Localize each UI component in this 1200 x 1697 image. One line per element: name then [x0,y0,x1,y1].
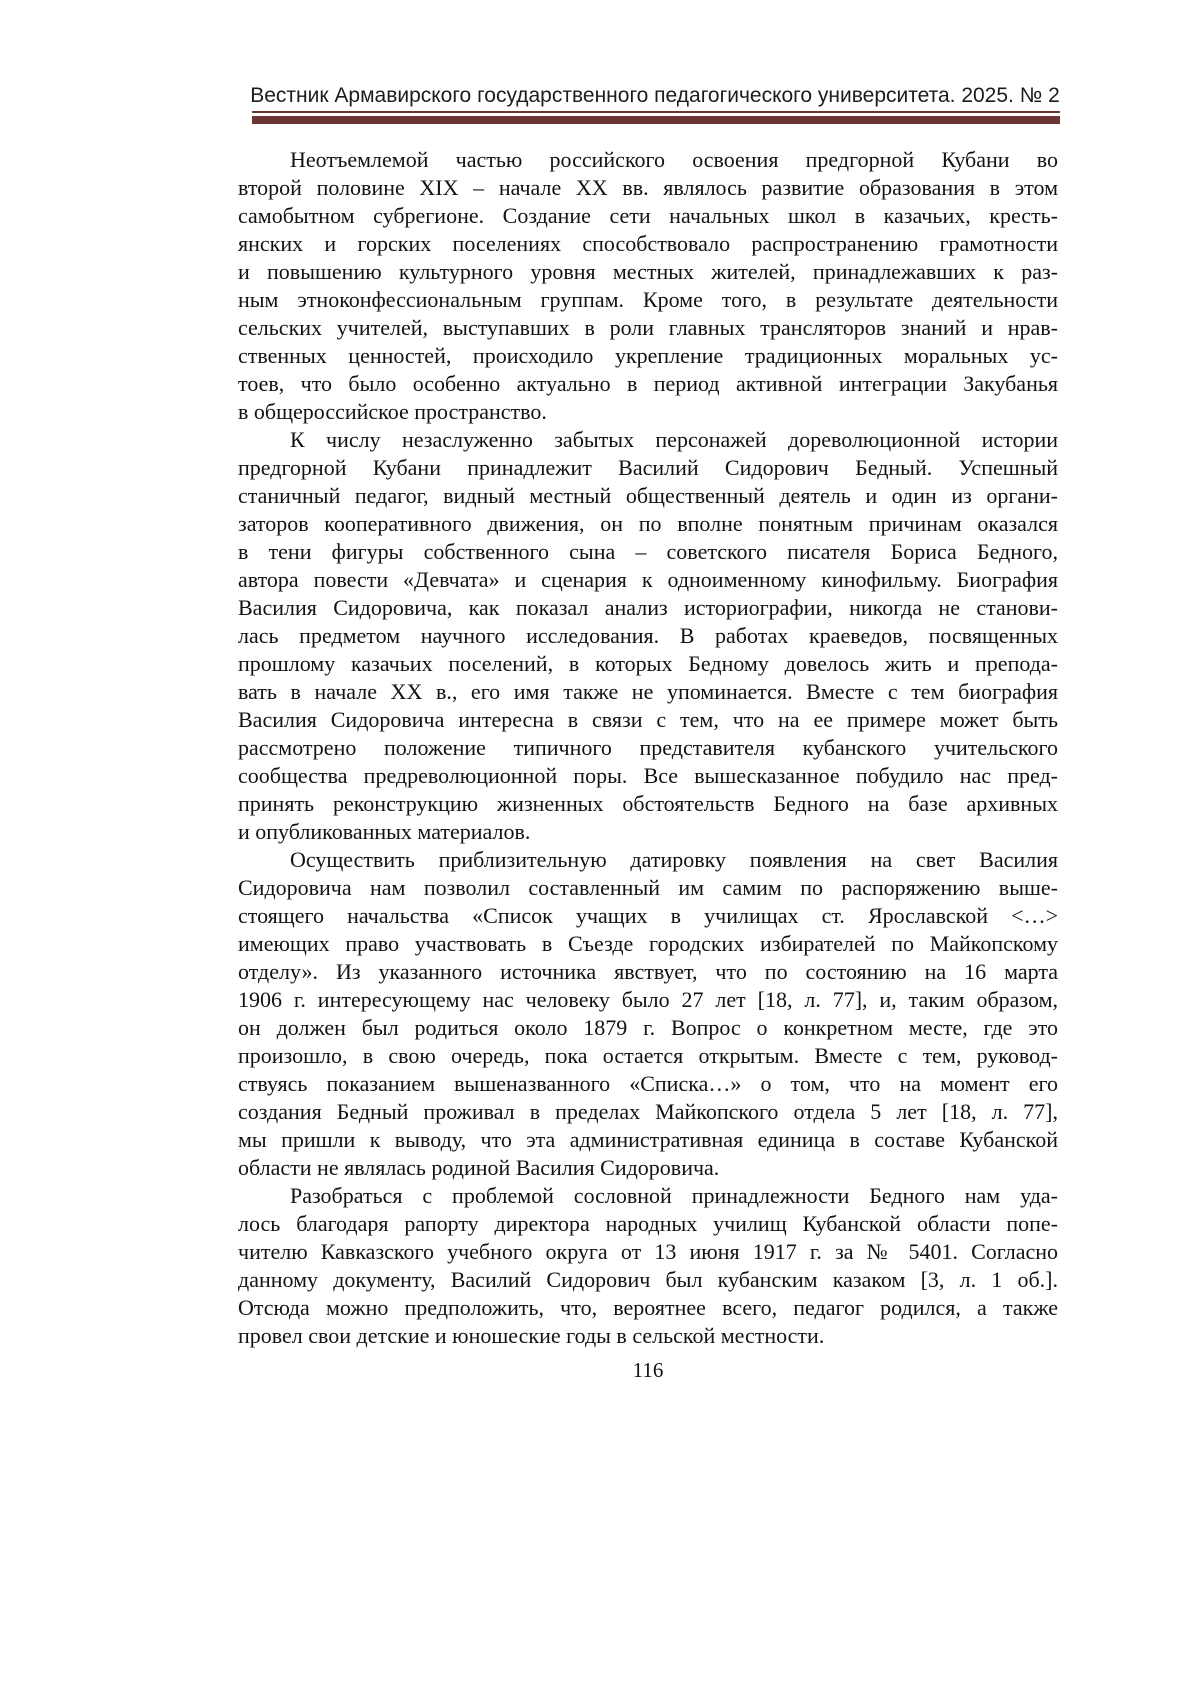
paragraph-2 [238,426,1058,846]
text-line: Сидоровича нам позволил составленный им самим по распоряжению выше- [238,875,1058,900]
text-line: в общероссийское пространство. [238,399,547,424]
text-line: Разобраться с проблемой сословной принадлежности Бедного нам уда- [290,1183,1058,1208]
text-line: предгорной Кубани принадлежит Василий Сидорович Бедный. Успешный [238,455,1058,480]
text-line: и повышению культурного уровня местных жителей, принадлежавших к раз- [238,259,1058,284]
text-line: провел свои детские и юношеские годы в сельской местности. [238,1323,825,1348]
paragraph-4 [238,1182,1058,1350]
text-line: имеющих право участвовать в Съезде городских избирателей по Майкопскому [238,931,1058,956]
text-line: произошло, в свою очередь, пока остается открытым. Вместе с тем, руковод- [238,1043,1058,1068]
text-line: К числу незаслуженно забытых персонажей дореволюционной истории [290,427,1058,452]
text-line: лась предметом научного исследования. В работах краеведов, посвященных [238,623,1058,648]
text-line: второй половине XIX – начале XX вв. являлось развитие образования в этом [238,175,1058,200]
text-line: прошлому казачьих поселений, в которых Бедному довелось жить и препода- [238,651,1058,676]
text-line: самобытном субрегионе. Создание сети начальных школ в казачьих, кресть- [238,203,1058,228]
text-line: создания Бедный проживал в пределах Майкопского отдела 5 лет [18, л. 77], [238,1099,1058,1124]
text-line: мы пришли к выводу, что эта административная единица в составе Кубанской [238,1127,1058,1152]
page-number: 116 [632,1358,664,1382]
text-line: станичный педагог, видный местный общественный деятель и один из органи- [238,483,1058,508]
text-line: 1906 г. интересующему нас человеку было 27 лет [18, л. 77], и, таким образом, [238,987,1058,1012]
text-line: Василия Сидоровича интересна в связи с тем, что на ее примере может быть [238,707,1058,732]
text-line: рассмотрено положение типичного представителя кубанского учительского [238,735,1058,760]
journal-header-title: Вестник Армавирского государственного педагогического университета. 2025. № 2 [250,84,1060,107]
text-line: тоев, что было особенно актуально в период активной интеграции Закубанья [238,371,1058,396]
header-rule-thick [252,116,1060,124]
text-line: в тени фигуры собственного сына – советского писателя Бориса Бедного, [238,539,1058,564]
paragraph-1 [238,146,1058,426]
text-line: принять реконструкцию жизненных обстоятельств Бедного на базе архивных [238,791,1058,816]
text-line: стоящего начальства «Список учащих в училищах ст. Ярославской <…> [238,903,1058,928]
text-line: Осуществить приблизительную датировку появления на свет Василия [290,847,1058,872]
text-line: ствуясь показанием вышеназванного «Списка…» о том, что на момент его [238,1071,1058,1096]
article-body [238,146,1058,1350]
text-line: и опубликованных материалов. [238,819,531,844]
text-line: Василия Сидоровича, как показал анализ историографии, никогда не станови- [238,595,1058,620]
text-line: Неотъемлемой частью российского освоения предгорной Кубани во [290,147,1058,172]
paragraph-3 [238,846,1058,1182]
text-line: лось благодаря рапорту директора народных училищ Кубанской области попе- [238,1211,1058,1236]
text-line: сообщества предреволюционной поры. Все вышесказанное побудило нас пред- [238,763,1058,788]
text-line: сельских учителей, выступавших в роли главных трансляторов знаний и нрав- [238,315,1058,340]
text-line: области не являлась родиной Василия Сидоровича. [238,1155,720,1180]
text-line: ственных ценностей, происходило укрепление традиционных моральных ус- [238,343,1058,368]
text-line: отделу». Из указанного источника явствует, что по состоянию на 16 марта [238,959,1058,984]
text-line: вать в начале XX в., его имя также не упоминается. Вместе с тем биография [238,679,1058,704]
text-line: чителю Кавказского учебного округа от 13 июня 1917 г. за № 5401. Согласно [238,1239,1058,1264]
text-line: ным этноконфессиональным группам. Кроме того, в результате деятельности [238,287,1058,312]
header-rule-thin [252,111,1060,113]
text-line: заторов кооперативного движения, он по вполне понятным причинам оказался [238,511,1058,536]
text-line: он должен был родиться около 1879 г. Вопрос о конкретном месте, где это [238,1015,1058,1040]
text-line: Отсюда можно предположить, что, вероятнее всего, педагог родился, а также [238,1295,1058,1320]
text-line: янских и горских поселениях способствовало распространению грамотности [238,231,1058,256]
text-line: автора повести «Девчата» и сценария к одноименному кинофильму. Биография [238,567,1058,592]
text-line: данному документу, Василий Сидорович был кубанским казаком [3, л. 1 об.]. [238,1267,1058,1292]
